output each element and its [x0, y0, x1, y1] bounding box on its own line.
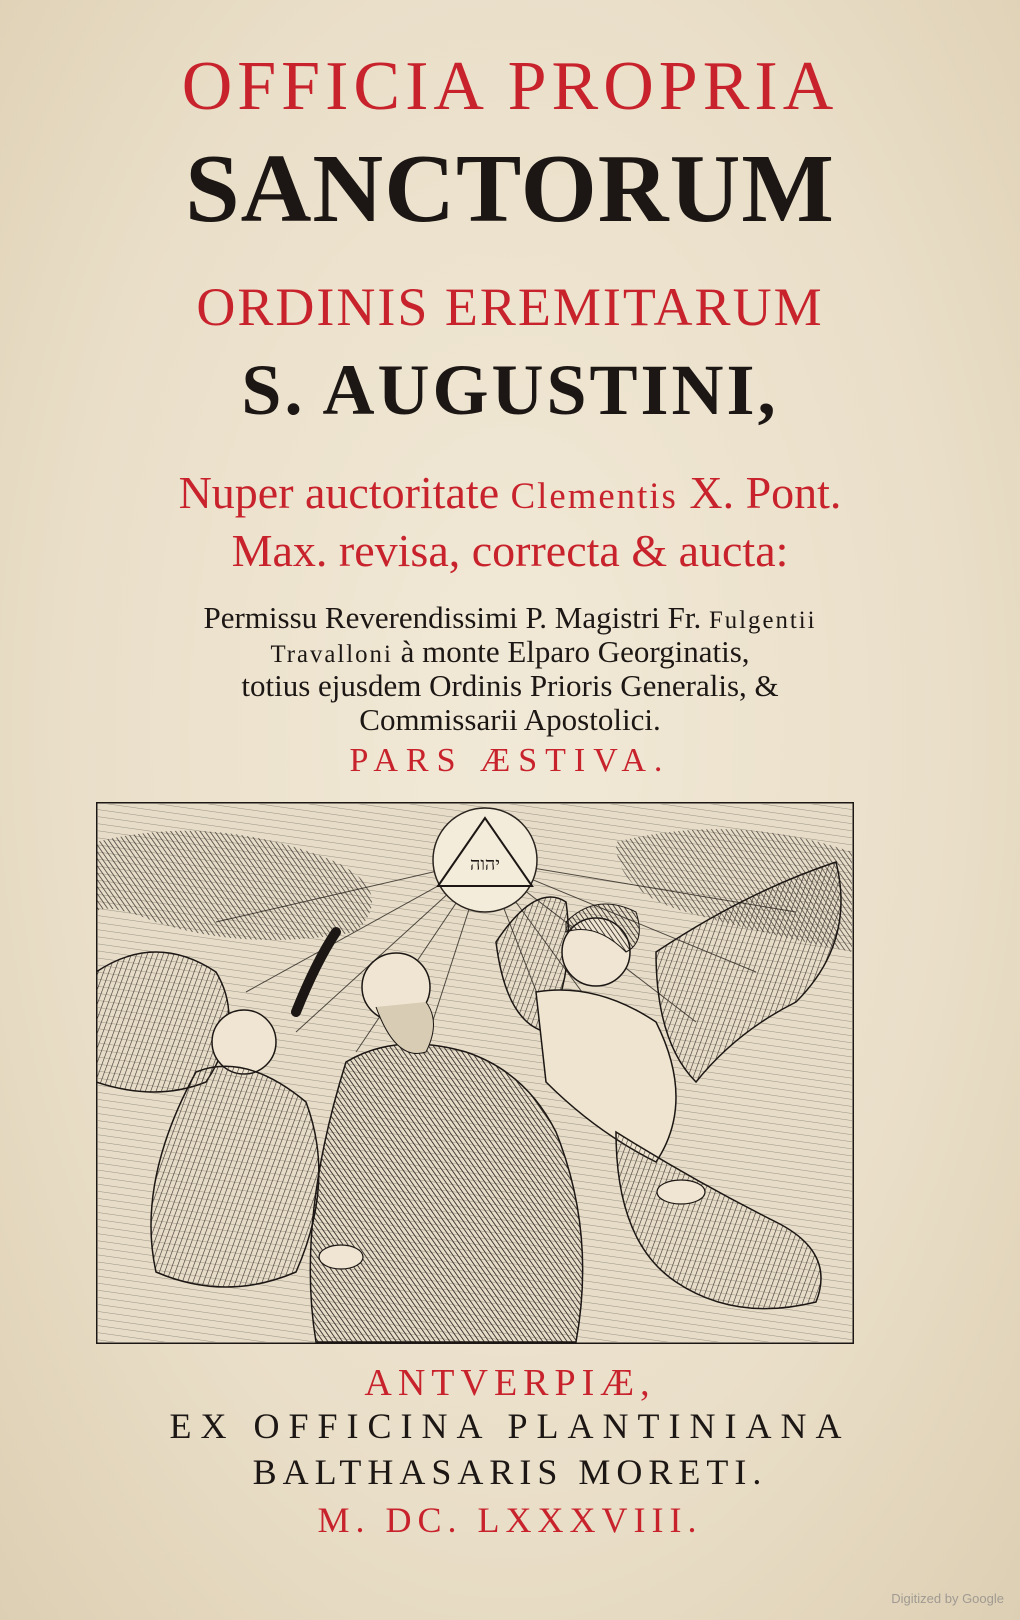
- permission-name-fulgentii: Fulgentii: [708, 607, 817, 634]
- permission-line-1: [0, 602, 1020, 634]
- title-line-ordinis: ORDINIS EREMITARUM: [196, 277, 824, 337]
- imprint-year: M. DC. LXXXVIII.: [317, 1500, 703, 1540]
- title-line-officia-propria: OFFICIA PROPRIA: [181, 48, 839, 125]
- imprint-city: ANTVERPIÆ,: [364, 1362, 656, 1404]
- permission-line-2: [0, 636, 1020, 668]
- google-watermark: Digitized by Google: [891, 1591, 1004, 1606]
- title-line-augustini: S. AUGUSTINI,: [241, 350, 779, 430]
- permission-text-b: à monte Elparo Georginatis,: [392, 634, 750, 669]
- engraving-illustration: [96, 802, 854, 1344]
- subtitle-line-1: [0, 467, 1020, 518]
- permission-text-a: Permissu Reverendissimi P. Magistri Fr.: [203, 600, 709, 635]
- subtitle-name-clementis: Clementis: [510, 475, 678, 516]
- angel-left-head: [212, 1010, 276, 1074]
- imprint-printer: BALTHASARIS MORETI.: [252, 1452, 768, 1492]
- subtitle-text-a: Nuper auctoritate: [178, 467, 511, 518]
- permission-line-3: totius ejusdem Ordinis Prioris Generalis, &: [241, 668, 779, 703]
- permission-line-4: Commissarii Apostolici.: [359, 702, 661, 737]
- saint-hand-left: [319, 1245, 363, 1269]
- permission-name-travalloni: Travalloni: [270, 641, 393, 668]
- title-line-sanctorum: SANCTORUM: [185, 135, 835, 243]
- saint-hand-right: [657, 1180, 705, 1204]
- subtitle-line-2: Max. revisa, correcta & aucta:: [231, 525, 789, 576]
- imprint-office: EX OFFICINA PLANTINIANA: [169, 1406, 851, 1446]
- pars-aestiva: PARS ÆSTIVA.: [349, 742, 671, 779]
- subtitle-text-c: X. Pont.: [677, 467, 842, 518]
- divine-name: יהוה: [469, 854, 501, 875]
